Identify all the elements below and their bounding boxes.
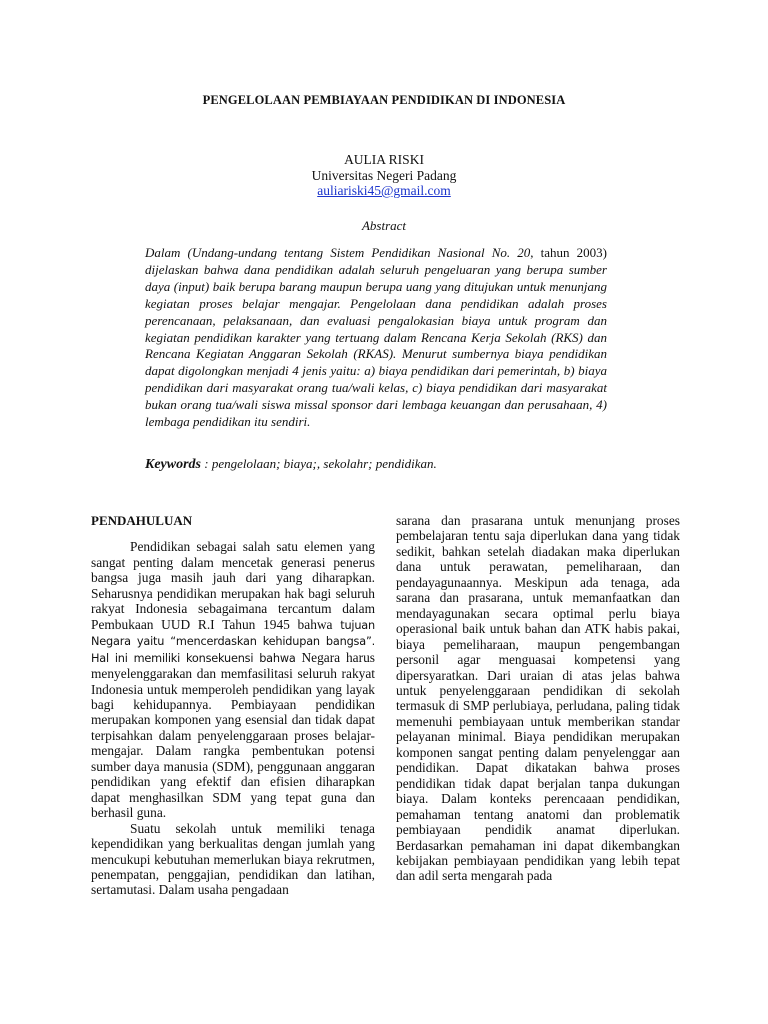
paper-title: PENGELOLAAN PEMBIAYAAN PENDIDIKAN DI INDONESIA — [202, 93, 566, 107]
section-heading: PENDAHULUAN — [91, 513, 193, 528]
left-column — [91, 513, 375, 898]
right-column-paragraph: sarana dan prasarana untuk menunjang proses pembelajaran tentu saja diperlukan dana yang tidak sedikit, bahkan setelah diadakan maka diperlukan dana untuk perawatan, pemeliharaan, dan pendayagunaannya. Meskipun ada tenaga, ada sarana dan prasarana, untuk memanfaatkan dan mendayagunakan secara optimal perlu biaya operasional baik untuk bahan dan ATK habis pakai, biaya pemeliharaan, maupun pengembangan personil agar menguasai kompetensi yang dipersyaratkan. Dari uraian di atas jelas bahwa untuk penyelenggaraan pendidikan di sekolah termasuk di SMP perlubiaya, perludana, paling tidak memenuhi pembiayaan untuk memberikan standar pelayanan minimal. Biaya pendidikan merupakan komponen sangat penting dalam penyelenggar aan pendidikan. Dapat dikatakan bahwa proses pendidikan tidak dapat berjalan tanpa dukungan biaya. Dalam konteks perencaaan pendidikan, pemahaman tentang anatomi dan problematik pembiayaan pendidik anamat diperlukan. Berdasarkan pemahaman ini dapat dikembangkan kebijakan pembiayaan pendidikan yang lebih tepat dan adil serta mengarah pada — [396, 513, 680, 884]
abstract-body: dijelaskan bahwa dana pendidikan adalah seluruh pengeluaran yang berupa sumber daya (input) baik berupa barang maupun berupa uang yang ditujukan untuk menunjang kegiatan proses belajar mengajar. Pengelolaan dana pendidikan adalah proses perencanaan, pelaksanaan, dan evaluasi pengalokasian biaya untuk program dan kegiatan pendidikan karakter yang tertuang dalam Rencana Kerja Sekolah (RKS) dan Rencana Kegiatan Anggaran Sekolah (RKAS). Menurut sumbernya biaya pendidikan dapat digolongkan menjadi 4 jenis yaitu: a) biaya pendidikan dari pemerintah, b) biaya pendidikan dari masyarakat orang tua/wali kelas, c) biaya pendidikan dari masyarakat bukan orang tua/wali siswa missal sponsor dari lembaga keuangan dan perusahaan, 4) lembaga pendidikan itu sendiri. — [145, 261, 607, 430]
abstract-ref: Undang-undang tentang Sistem Pendidikan Nasional No. 20 — [191, 245, 531, 260]
right-column — [396, 513, 680, 884]
abstract-year: , tahun 2003) — [530, 245, 607, 260]
keywords-text: : pengelolaan; biaya;, sekolahr; pendidikan. — [201, 456, 437, 471]
author-name: AULIA RISKI — [344, 152, 424, 167]
abstract-text — [145, 245, 607, 431]
keywords-line — [145, 456, 607, 473]
author-affiliation: Universitas Negeri Padang — [311, 167, 457, 183]
p1-part-b: Negara harus menyelenggarakan dan memfasilitasi seluruh rakyat Indonesia untuk memperoleh pendidikan yang layak bagi kehidupannya. Pembiayaan pendidikan merupakan komponen yang esensial dan tidak dapat terpisahkan dalam penyelenggaraan proses belajar-mengajar. Dalam rangka pembentukan potensi sumber daya manusia (SDM), penggunaan anggaran pendidikan yang efektif dan efisien diharapkan dapat menghasilkan SDM yang tepat guna dan berhasil guna. — [91, 649, 375, 821]
author-block — [0, 152, 768, 199]
author-email-link[interactable]: auliariski45@gmail.com — [317, 183, 451, 198]
p1-part-a: Pendidikan sebagai salah satu elemen yang sangat penting dalam mencetak generasi penerus bangsa juga masih jauh dari yang diharapkan. Seharusnya pendidikan merupakan hak bagi seluruh rakyat Indonesia sebagaimana tercantum dalam Pembukaan UUD R.I Tahun 1945 bahwa — [91, 539, 375, 632]
abstract-heading: Abstract — [361, 218, 407, 233]
p1-sans-run: tujuan Negara yaitu “mencerdaskan kehidupan bangsa”. Hal ini memiliki konsekuensi bahwa — [91, 618, 375, 665]
intro-paragraph-2: Suatu sekolah untuk memiliki tenaga kependidikan yang berkualitas dengan jumlah yang mencukupi kebutuhan memerlukan biaya rekrutmen, penempatan, penggajian, pendidikan dan latihan, sertamutasi. Dalam usaha pengadaan — [91, 820, 375, 898]
keywords-label: Keywords — [145, 457, 201, 472]
abstract-pre: Dalam ( — [145, 245, 192, 260]
intro-paragraph-1 — [91, 539, 375, 820]
